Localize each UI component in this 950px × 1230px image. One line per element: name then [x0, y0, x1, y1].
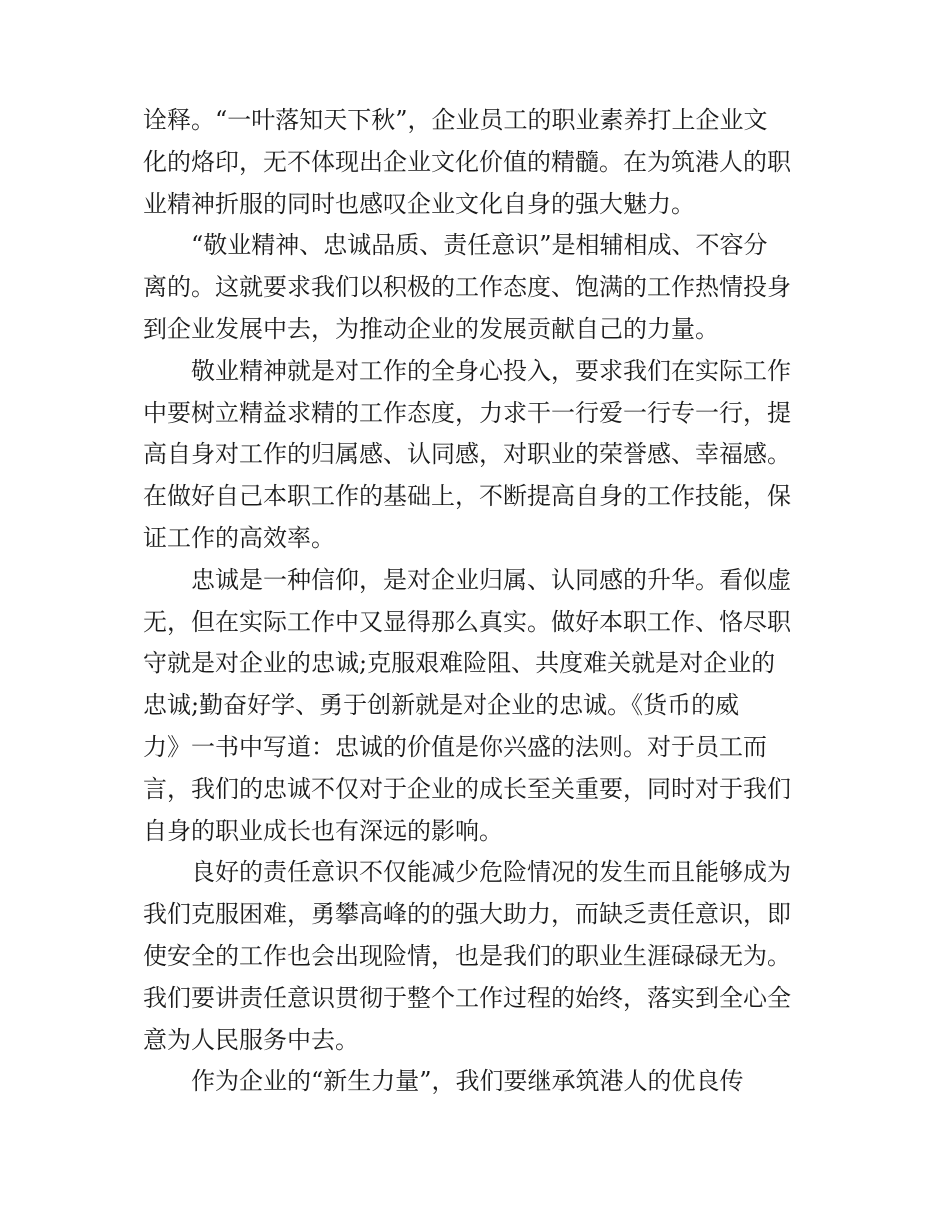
text-line: 高自身对工作的归属感、认同感，对职业的荣誉感、幸福感。: [143, 440, 791, 469]
text-line: 意为人民服务中去。: [143, 1025, 359, 1054]
text-line: 证工作的高效率。: [143, 523, 335, 552]
text-line: 自身的职业成长也有深远的影响。: [143, 816, 503, 845]
paragraph-first-line: 作为企业的“新生力量”，我们要继承筑港人的优良传: [191, 1067, 744, 1096]
document-body: [143, 100, 815, 1103]
paragraph-first-line: “敬业精神、忠诚品质、责任意识”是相辅相成、不容分: [191, 231, 768, 260]
text-line: 无，但在实际工作中又显得那么真实。做好本职工作、恪尽职: [143, 607, 791, 636]
text-line: 力》一书中写道：忠诚的价值是你兴盛的法则。对于员工而: [143, 732, 767, 761]
text-line: 我们要讲责任意识贯彻于整个工作过程的始终，落实到全心全: [143, 983, 791, 1012]
text-line: 使安全的工作也会出现险情，也是我们的职业生涯碌碌无为。: [143, 941, 791, 970]
text-line: 到企业发展中去，为推动企业的发展贡献自己的力量。: [143, 314, 719, 343]
paragraph-first-line: 敬业精神就是对工作的全身心投入，要求我们在实际工作: [191, 356, 791, 385]
text-line: 中要树立精益求精的工作态度，力求干一行爱一行专一行，提: [143, 398, 791, 427]
text-line: 忠诚;勤奋好学、勇于创新就是对企业的忠诚。《货币的威: [143, 691, 740, 720]
text-line: 业精神折服的同时也感叹企业文化自身的强大魅力。: [143, 189, 695, 218]
text-line: 守就是对企业的忠诚;克服艰难险阻、共度难关就是对企业的: [143, 649, 776, 678]
text-line: 化的烙印，无不体现出企业文化价值的精髓。在为筑港人的职: [143, 147, 791, 176]
text-line: 我们克服困难，勇攀高峰的的强大助力，而缺乏责任意识，即: [143, 900, 791, 929]
paragraph-first-line: 良好的责任意识不仅能减少危险情况的发生而且能够成为: [191, 858, 791, 887]
text-line: 离的。这就要求我们以积极的工作态度、饱满的工作热情投身: [143, 273, 791, 302]
text-line: 在做好自己本职工作的基础上，不断提高自身的工作技能，保: [143, 482, 791, 511]
paragraph-first-line: 忠诚是一种信仰，是对企业归属、认同感的升华。看似虚: [191, 565, 791, 594]
text-line: 言，我们的忠诚不仅对于企业的成长至关重要，同时对于我们: [143, 774, 791, 803]
text-line: 诠释。“一叶落知天下秋”，企业员工的职业素养打上企业文: [143, 106, 768, 134]
